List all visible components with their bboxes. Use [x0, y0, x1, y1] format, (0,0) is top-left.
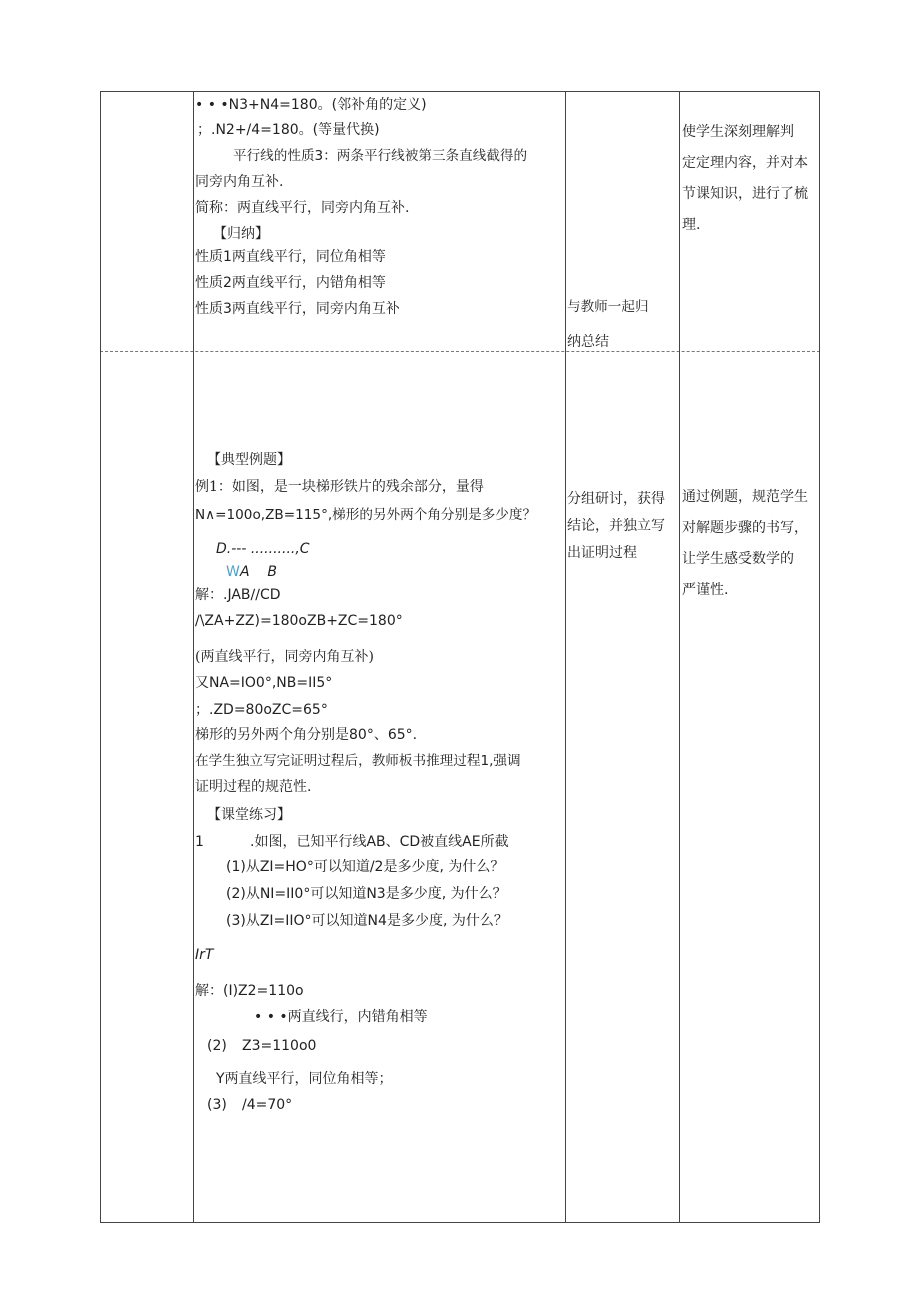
row1-line-6: 【归纳】 [213, 226, 269, 242]
figure-irt-label: IrT [195, 947, 214, 963]
row1-intent-2: 定定理内容，并对本 [682, 155, 808, 171]
figure-w-label: W [226, 564, 240, 580]
row1-line-2: ；.N2+/4=180。(等量代换) [197, 122, 380, 138]
row2-intent-3: 让学生感受数学的 [682, 551, 794, 567]
table-right-border [819, 91, 820, 1223]
row2-intent-2: 对解题步骤的书写， [682, 520, 808, 536]
row1-student-2: 纳总结 [567, 334, 609, 350]
figure-top-label: D.--- ..........,C [216, 541, 310, 557]
column-divider-2 [565, 91, 566, 1223]
column-divider-3 [679, 91, 680, 1223]
row1-intent-1: 使学生深刻理解判 [682, 124, 794, 140]
practice-intro: .如图，已知平行线AB、CD被直线AE所截 [250, 834, 509, 850]
row1-line-3: 平行线的性质3：两条平行线被第三条直线截得的 [233, 148, 528, 164]
solution-line-3: (两直线平行，同旁内角互补) [195, 649, 374, 665]
solution-line-7: 在学生独立写完证明过程后，教师板书推理过程1,强调 [195, 753, 521, 769]
row2-intent-4: 严谨性. [682, 582, 729, 598]
row1-line-7: 性质1两直线平行，同位角相等 [195, 249, 386, 265]
example-line-1: 例1：如图，是一块梯形铁片的残余部分，量得 [195, 479, 484, 495]
practice-item-1: (1)从ZI=HO°可以知道/2是多少度, 为什么？ [226, 859, 505, 875]
row2-intent-1: 通过例题，规范学生 [682, 489, 808, 505]
solution-line-6: 梯形的另外两个角分别是80°、65°. [195, 727, 418, 743]
solution-line-8: 证明过程的规范性. [195, 779, 312, 795]
column-divider-1 [193, 91, 194, 1223]
row1-line-8: 性质2两直线平行，内错角相等 [195, 275, 386, 291]
table-bottom-border [100, 1222, 820, 1223]
row1-line-4: 同旁内角互补. [195, 174, 284, 190]
row1-line-5: 简称：两直线平行，同旁内角互补. [195, 200, 410, 216]
row2-student-2: 结论，并独立写 [567, 518, 665, 534]
practice-number: 1 [195, 834, 204, 850]
practice-item-2: (2)从NI=II0°可以知道N3是多少度, 为什么？ [226, 886, 507, 902]
answer-2-reason: Y两直线平行，同位角相等； [216, 1071, 393, 1087]
practice-heading: 【课堂练习】 [207, 807, 291, 823]
solution-line-5: ；.ZD=80oZC=65° [195, 702, 328, 718]
example-line-2: N∧=100o,ZB=115°,梯形的另外两个角分别是多少度？ [195, 507, 537, 523]
answer-3: /4=70° [242, 1097, 293, 1113]
row1-intent-4: 理. [682, 217, 701, 233]
row-divider [100, 351, 820, 352]
figure-bottom-label: A B [240, 564, 277, 580]
solution-line-1: 解：.JAB∕∕CD [195, 587, 281, 603]
table-top-border [100, 91, 820, 92]
row1-line-9: 性质3两直线平行，同旁内角互补 [195, 301, 400, 317]
row1-intent-3: 节课知识，进行了梳 [682, 186, 808, 202]
solution-line-4: 又NA=IO0°,NB=II5° [195, 675, 333, 691]
answer-2: Z3=110o0 [242, 1038, 317, 1054]
row1-student-1: 与教师一起归 [567, 299, 649, 315]
table-left-border [100, 91, 101, 1223]
answer-1-reason: • • •两直线行，内错角相等 [254, 1009, 428, 1025]
row2-student-1: 分组研讨，获得 [567, 491, 665, 507]
answer-2-number: (2) [207, 1038, 227, 1054]
row2-student-3: 出证明过程 [567, 545, 637, 561]
row1-line-1: • • •N3+N4=180。(邻补角的定义) [195, 97, 427, 113]
solution-line-2: ∕\ZA+ZZ)=180oZB+ZC=180° [195, 613, 403, 629]
answer-1: 解：(I)Z2=110o [195, 983, 304, 999]
example-heading: 【典型例题】 [207, 452, 291, 468]
answer-3-number: (3) [207, 1097, 227, 1113]
practice-item-3: (3)从ZI=IIO°可以知道N4是多少度, 为什么？ [226, 913, 508, 929]
